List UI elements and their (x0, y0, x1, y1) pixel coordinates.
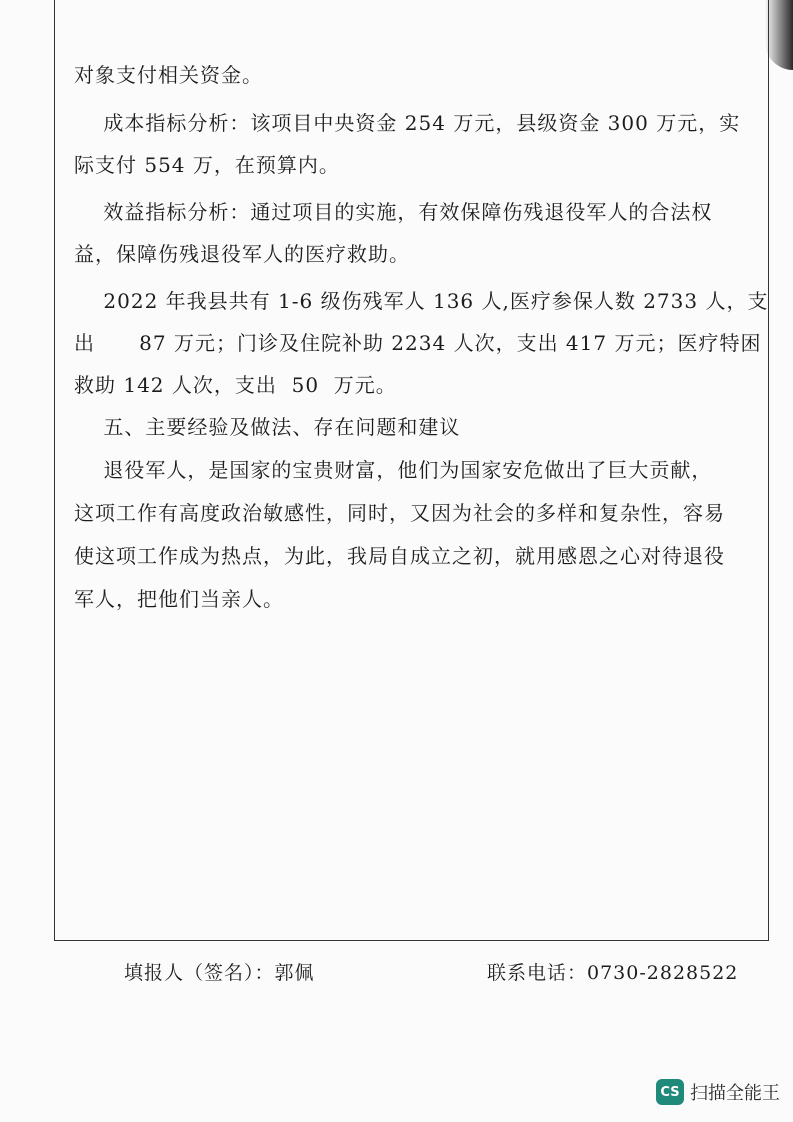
text-line: 效益指标分析：通过项目的实施，有效保障伤残退役军人的合法权 (74, 200, 713, 224)
text-line: 2022 年我县共有 1-6 级伤残军人 136 人,医疗参保人数 2733 人，支 (74, 289, 769, 313)
text-line: 救助 142 人次，支出 50 万元。 (74, 373, 397, 397)
text-line: 益，保障伤残退役军人的医疗救助。 (74, 242, 410, 266)
text-line: 退役军人，是国家的宝贵财富，他们为国家安危做出了巨大贡献， (74, 458, 713, 482)
scan-edge-shadow (765, 0, 793, 70)
text-line: 出 87 万元；门诊及住院补助 2234 人次，支出 417 万元；医疗特困 (74, 331, 762, 355)
document-body (74, 62, 769, 612)
filler-signature: 填报人（签名）：郭佩 (124, 962, 315, 984)
text-line: 这项工作有高度政治敏感性，同时，又因为社会的多样和复杂性，容易 (74, 501, 725, 525)
text-line: 使这项工作成为热点，为此，我局自成立之初，就用感恩之心对待退役 (74, 544, 725, 568)
camscanner-logo-icon: CS (656, 1079, 684, 1105)
text-line: 军人，把他们当亲人。 (74, 587, 284, 611)
text-line: 际支付 554 万，在预算内。 (74, 153, 340, 177)
text-line: 对象支付相关资金。 (74, 63, 263, 87)
text-line: 成本指标分析：该项目中央资金 254 万元，县级资金 300 万元，实 (74, 111, 741, 135)
scanner-app-name: 扫描全能王 (690, 1083, 780, 1104)
contact-phone: 联系电话：0730-2828522 (487, 962, 739, 984)
section-heading: 五、主要经验及做法、存在问题和建议 (74, 415, 461, 439)
scanner-watermark (656, 1079, 780, 1105)
